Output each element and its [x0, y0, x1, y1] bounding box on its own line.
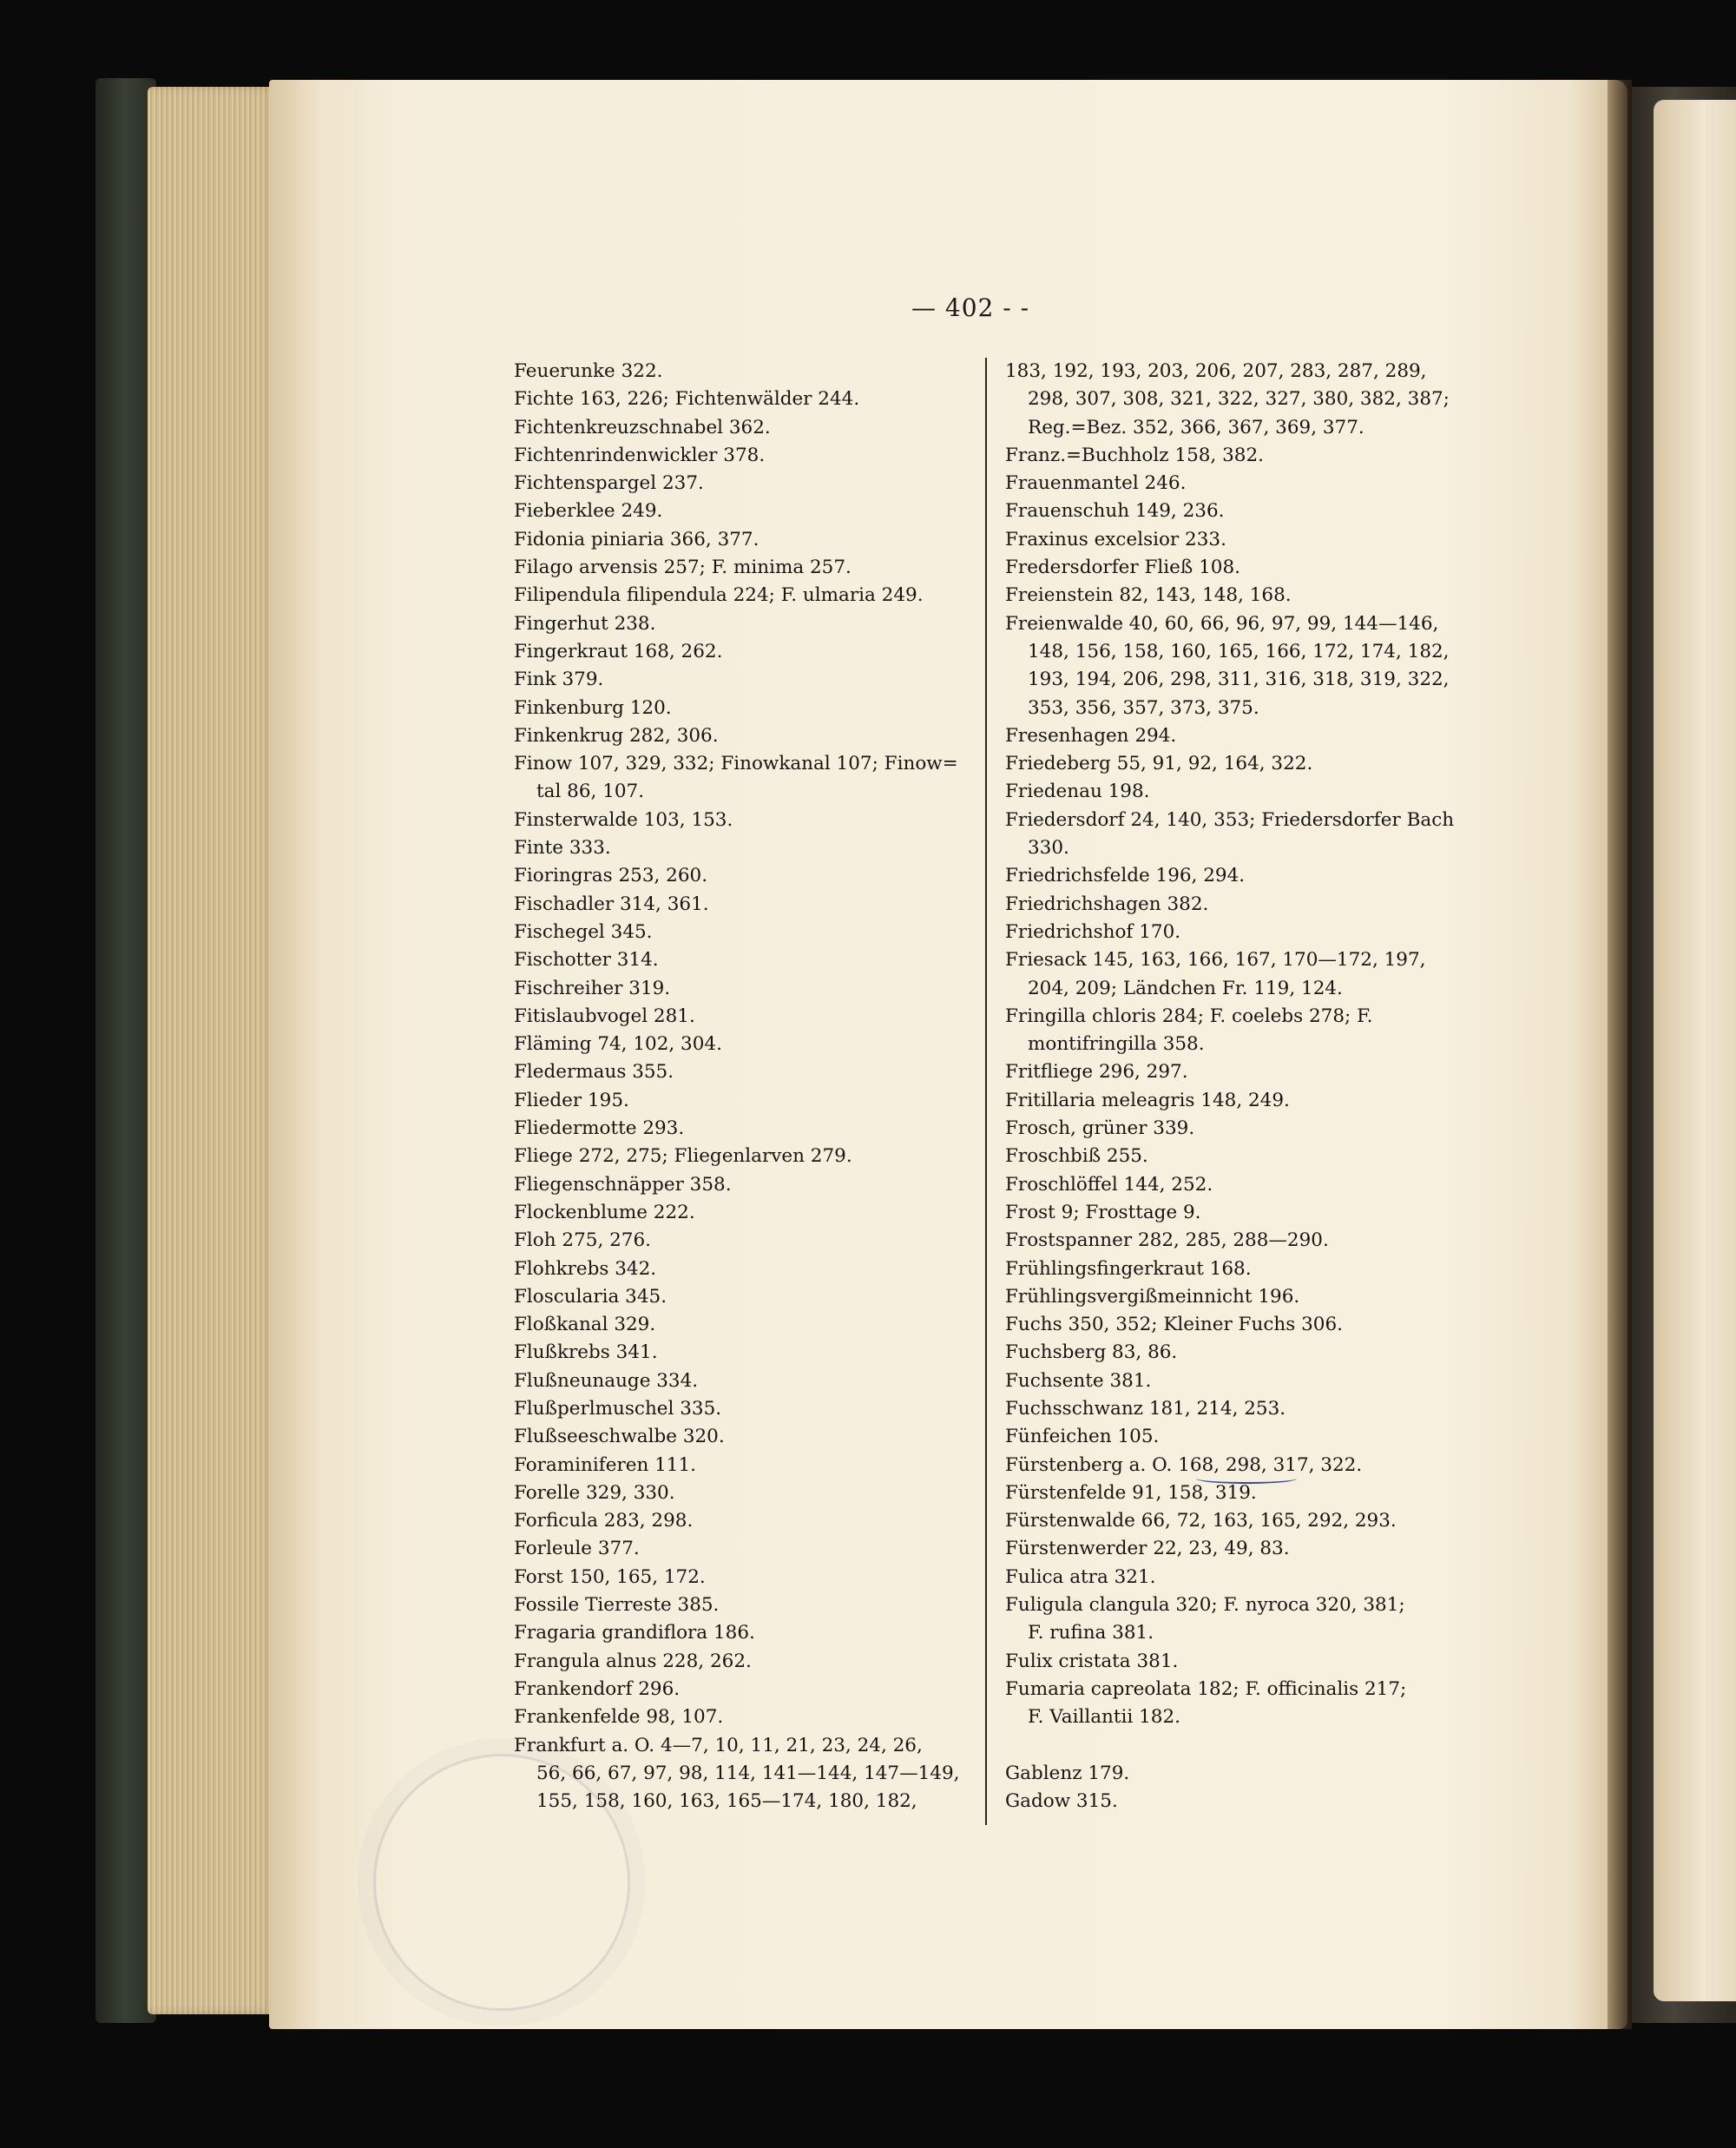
index-entry: Fitislaubvogel 281. — [514, 1005, 695, 1027]
index-entry: Fliegenschnäpper 358. — [514, 1173, 732, 1196]
index-column-left — [514, 358, 991, 1815]
index-column-right — [1005, 358, 1483, 1815]
index-entry: Friedeberg 55, 91, 92, 164, 322. — [1005, 753, 1313, 775]
index-entry: Frauenmantel 246. — [1005, 472, 1187, 495]
index-entry: Fumaria capreolata 182; F. officinalis 217; — [1005, 1677, 1407, 1700]
index-entry: Frankenfelde 98, 107. — [514, 1706, 724, 1729]
index-entry: Finow 107, 329, 332; Finowkanal 107; Finow= — [514, 753, 958, 775]
index-entry: Finkenkrug 282, 306. — [514, 724, 719, 747]
index-entry: Fossile Tierreste 385. — [514, 1594, 720, 1617]
index-entry: Filipendula filipendula 224; F. ulmaria 249. — [514, 584, 924, 607]
index-entry: Fischadler 314, 361. — [514, 893, 709, 915]
index-entry: montifringilla 358. — [1028, 1033, 1205, 1056]
index-entry: Fliege 272, 275; Fliegenlarven 279. — [514, 1145, 852, 1168]
gutter-shadow — [1608, 80, 1632, 2029]
index-entry: Fichtenrindenwickler 378. — [514, 444, 766, 466]
index-entry: Fichtenspargel 237. — [514, 472, 704, 495]
index-entry: Fioringras 253, 260. — [514, 865, 708, 887]
index-entry: Fürstenwerder 22, 23, 49, 83. — [1005, 1538, 1290, 1560]
index-entry: Friesack 145, 163, 166, 167, 170—172, 197, — [1005, 949, 1426, 972]
index-entry: 330. — [1028, 837, 1069, 860]
index-entry: Froschlöffel 144, 252. — [1005, 1173, 1213, 1196]
index-entry: 148, 156, 158, 160, 165, 166, 172, 174, 182, — [1028, 640, 1450, 662]
index-entry: Fünfeichen 105. — [1005, 1426, 1160, 1448]
index-entry: Finkenburg 120. — [514, 696, 672, 719]
index-entry: 353, 356, 357, 373, 375. — [1028, 696, 1259, 719]
index-entry: Flußseeschwalbe 320. — [514, 1426, 725, 1448]
index-entry: Fulix cristata 381. — [1005, 1650, 1179, 1672]
index-entry: Fringilla chloris 284; F. coelebs 278; F. — [1005, 1005, 1373, 1027]
index-entry: Fürstenfelde 91, 158, 319. — [1005, 1481, 1257, 1504]
index-entry: Frankendorf 296. — [514, 1677, 681, 1700]
index-entry: Frostspanner 282, 285, 288—290. — [1005, 1229, 1329, 1252]
index-entry: Floscularia 345. — [514, 1285, 667, 1308]
index-entry: Fidonia piniaria 366, 377. — [514, 528, 760, 550]
index-entry: Fischreiher 319. — [514, 977, 671, 999]
index-entry: Fritillaria meleagris 148, 249. — [1005, 1089, 1290, 1111]
index-entry: F. rufina 381. — [1028, 1622, 1154, 1644]
index-entry: Fredersdorfer Fließ 108. — [1005, 557, 1240, 579]
index-entry: Fischegel 345. — [514, 920, 653, 943]
index-entry: Flußperlmuschel 335. — [514, 1397, 722, 1420]
index-entry: tal 86, 107. — [536, 781, 645, 803]
index-entry: Fuchsberg 83, 86. — [1005, 1341, 1178, 1364]
index-entry: Forelle 329, 330. — [514, 1481, 675, 1504]
index-entry: Fieberklee 249. — [514, 500, 663, 523]
index-entry: Filago arvensis 257; F. minima 257. — [514, 557, 852, 579]
index-entry: Forficula 283, 298. — [514, 1510, 694, 1532]
index-entry: Fliedermotte 293. — [514, 1117, 685, 1140]
index-entry: Frühlingsfingerkraut 168. — [1005, 1257, 1252, 1280]
index-entry: Fresenhagen 294. — [1005, 724, 1177, 747]
index-entry: Reg.=Bez. 352, 366, 367, 369, 377. — [1028, 416, 1364, 438]
index-entry: Franz.=Buchholz 158, 382. — [1005, 444, 1264, 466]
index-entry: Forst 150, 165, 172. — [514, 1565, 706, 1588]
index-entry: Friedenau 198. — [1005, 781, 1150, 803]
index-entry: Froschbiß 255. — [1005, 1145, 1148, 1168]
index-entry: Frankfurt a. O. 4—7, 10, 11, 21, 23, 24, 26, — [514, 1734, 923, 1756]
index-entry: Frost 9; Frosttage 9. — [1005, 1201, 1201, 1223]
index-entry: Fürstenberg a. O. 168, 298, 317, 322. — [1005, 1453, 1363, 1476]
index-entry: Fuligula clangula 320; F. nyroca 320, 381; — [1005, 1594, 1405, 1617]
index-entry: 204, 209; Ländchen Fr. 119, 124. — [1028, 977, 1343, 999]
page-edges — [148, 87, 278, 2014]
index-entry: Feuerunke 322. — [514, 360, 663, 382]
index-entry: Gablenz 179. — [1005, 1762, 1130, 1784]
index-entry: 56, 66, 67, 97, 98, 114, 141—144, 147—149, — [536, 1762, 960, 1784]
index-entry: Flußkrebs 341. — [514, 1341, 658, 1364]
index-entry: Forleule 377. — [514, 1538, 640, 1560]
index-entry: Fläming 74, 102, 304. — [514, 1033, 722, 1056]
index-entry: Friedrichsfelde 196, 294. — [1005, 865, 1246, 887]
index-entry: Fuchsschwanz 181, 214, 253. — [1005, 1397, 1286, 1420]
index-entry: Flußneunauge 334. — [514, 1369, 699, 1392]
index-entry: Flohkrebs 342. — [514, 1257, 657, 1280]
index-entry: Frühlingsvergißmeinnicht 196. — [1005, 1285, 1300, 1308]
index-entry: Frauenschuh 149, 236. — [1005, 500, 1225, 523]
index-entry: Fragaria grandiflora 186. — [514, 1622, 755, 1644]
index-entry: Fingerkraut 168, 262. — [514, 640, 723, 662]
index-entry: Finsterwalde 103, 153. — [514, 808, 733, 831]
column-divider — [985, 358, 987, 1825]
index-entry: Friedrichshagen 382. — [1005, 893, 1209, 915]
index-entry: Gadow 315. — [1005, 1790, 1118, 1813]
index-entry: F. Vaillantii 182. — [1028, 1706, 1180, 1729]
index-entry: Floßkanal 329. — [514, 1314, 656, 1336]
index-entry: Fritfliege 296, 297. — [1005, 1061, 1188, 1084]
index-entry: Friedrichshof 170. — [1005, 920, 1181, 943]
handwritten-underline — [1196, 1473, 1297, 1484]
index-entry: 183, 192, 193, 203, 206, 207, 283, 287, 289, — [1005, 360, 1427, 382]
index-entry: Friedersdorf 24, 140, 353; Friedersdorfer Bach — [1005, 808, 1455, 831]
index-entry: Freienstein 82, 143, 148, 168. — [1005, 584, 1292, 607]
index-entry: 298, 307, 308, 321, 322, 327, 380, 382, 387; — [1028, 388, 1450, 411]
index-entry: 193, 194, 206, 298, 311, 316, 318, 319, 322, — [1028, 669, 1450, 691]
index-entry: Fichte 163, 226; Fichtenwälder 244. — [514, 388, 860, 411]
index-entry: Fichtenkreuzschnabel 362. — [514, 416, 771, 438]
index-entry: Fledermaus 355. — [514, 1061, 674, 1084]
index-entry: Fürstenwalde 66, 72, 163, 165, 292, 293. — [1005, 1510, 1397, 1532]
index-entry: 155, 158, 160, 163, 165—174, 180, 182, — [536, 1790, 917, 1813]
index-entry — [1005, 1732, 1483, 1760]
index-entry: Fuchsente 381. — [1005, 1369, 1152, 1392]
index-entry: Foraminiferen 111. — [514, 1453, 697, 1476]
index-entry: Fraxinus excelsior 233. — [1005, 528, 1226, 550]
index-entry: Freienwalde 40, 60, 66, 96, 97, 99, 144—146, — [1005, 612, 1439, 635]
index-entry: Fuchs 350, 352; Kleiner Fuchs 306. — [1005, 1314, 1343, 1336]
index-entry: Frangula alnus 228, 262. — [514, 1650, 752, 1672]
index-entry: Fischotter 314. — [514, 949, 659, 972]
index-entry: Flockenblume 222. — [514, 1201, 695, 1223]
index-entry: Fingerhut 238. — [514, 612, 656, 635]
index-entry: Fink 379. — [514, 669, 604, 691]
index-entry: Fulica atra 321. — [1005, 1565, 1156, 1588]
page-number: — 402 - - — [911, 293, 1030, 322]
facing-page-edge — [1654, 100, 1736, 2001]
index-entry: Floh 275, 276. — [514, 1229, 651, 1252]
index-entry: Finte 333. — [514, 837, 611, 860]
index-entry: Frosch, grüner 339. — [1005, 1117, 1195, 1140]
index-entry: Flieder 195. — [514, 1089, 629, 1111]
